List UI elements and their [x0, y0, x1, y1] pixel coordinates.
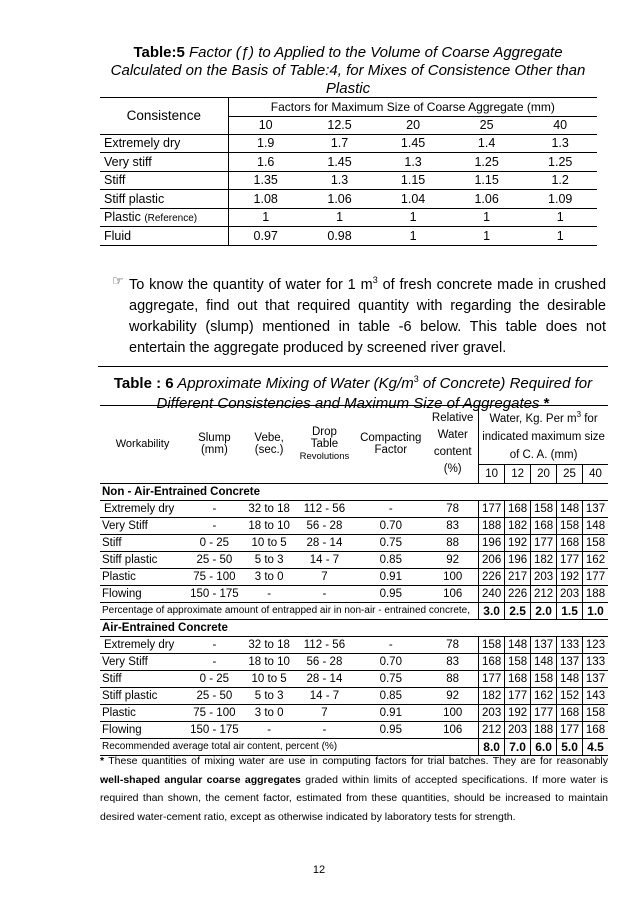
- table6-row: [100, 670, 608, 687]
- t6-hdr-water-1: Water, Kg. Per m: [489, 412, 577, 425]
- table5-cell: 1: [450, 227, 524, 246]
- page-number: 12: [312, 864, 326, 876]
- table5-cell: 1.06: [303, 190, 377, 209]
- compacting-cell: 0.85: [354, 551, 427, 568]
- table5: [100, 97, 597, 246]
- water-cell: 182: [505, 517, 531, 534]
- slump-cell: 150 - 175: [185, 585, 244, 602]
- entrapped-air-row-value: 3.0: [479, 602, 505, 619]
- compacting-cell: 0.91: [354, 704, 427, 721]
- water-cell: 188: [583, 585, 608, 602]
- compacting-cell: 0.75: [354, 534, 427, 551]
- water-cell: 168: [583, 721, 608, 738]
- table5-row-label: [100, 171, 228, 190]
- relative-water-cell: 78: [427, 500, 478, 517]
- t6-size-0: 10: [479, 464, 505, 483]
- workability-cell: Stiff plastic: [100, 551, 185, 568]
- table6-footnote: [100, 752, 608, 826]
- table6-row: [100, 721, 608, 738]
- drop-cell: 7: [295, 568, 355, 585]
- table5-row-label: [100, 208, 228, 227]
- workability-cell: Plastic: [100, 704, 185, 721]
- water-cell: 226: [479, 568, 505, 585]
- t6-hdr-compacting-2: Factor: [374, 444, 408, 457]
- relative-water-cell: 78: [427, 636, 478, 653]
- table6-row: [100, 704, 608, 721]
- table5-row: [100, 171, 597, 190]
- drop-cell: -: [295, 721, 355, 738]
- compacting-cell: 0.91: [354, 568, 427, 585]
- t6-hdr-water-1b: for: [581, 412, 598, 425]
- table5-cell: 1: [376, 208, 450, 227]
- table5-body: [100, 134, 597, 245]
- pointing-hand-icon: ☞: [112, 273, 124, 288]
- table5-row: [100, 208, 597, 227]
- water-cell: 196: [505, 551, 531, 568]
- entrapped-air-row-value: 1.0: [583, 602, 608, 619]
- table5-cell: 1.45: [303, 153, 377, 172]
- water-cell: 168: [505, 500, 531, 517]
- water-cell: 137: [583, 670, 608, 687]
- water-cell: 152: [557, 687, 583, 704]
- drop-cell: 56 - 28: [295, 653, 355, 670]
- table5-row-label-text: Stiff plastic: [104, 191, 165, 206]
- entrapped-air-row-value: 1.5: [557, 602, 583, 619]
- table5-row-label: [100, 190, 228, 209]
- t6-hdr-drop: [295, 406, 355, 484]
- t6-hdr-drop-3: Revolutions: [299, 451, 350, 463]
- vebe-cell: 5 to 3: [244, 551, 295, 568]
- workability-cell: Very Stiff: [100, 517, 185, 534]
- table6-title-a: Approximate Mixing of Water (Kg/m: [173, 375, 414, 392]
- water-cell: 148: [583, 517, 608, 534]
- table5-row: [100, 153, 597, 172]
- water-cell: 162: [531, 687, 557, 704]
- water-cell: 133: [557, 636, 583, 653]
- water-cell: 137: [557, 653, 583, 670]
- table5-cell: 0.97: [228, 227, 303, 246]
- vebe-cell: -: [244, 585, 295, 602]
- water-cell: 212: [531, 585, 557, 602]
- entrapped-air-row-value: 2.0: [531, 602, 557, 619]
- water-cell: 137: [531, 636, 557, 653]
- table5-cell: 1.9: [228, 134, 303, 153]
- table5-row: [100, 190, 597, 209]
- t6-hdr-water-2: indicated maximum size: [482, 430, 605, 443]
- water-cell: 177: [583, 568, 608, 585]
- t6-size-2: 20: [531, 464, 557, 483]
- table5-size-2: 20: [406, 118, 421, 132]
- drop-cell: 112 - 56: [295, 636, 355, 653]
- workability-cell: Stiff: [100, 534, 185, 551]
- t6-hdr-vebe-2: (sec.): [254, 444, 284, 457]
- water-cell: 177: [531, 704, 557, 721]
- water-cell: 177: [479, 670, 505, 687]
- slump-cell: 25 - 50: [185, 687, 244, 704]
- table5-row: [100, 227, 597, 246]
- drop-cell: 7: [295, 704, 355, 721]
- table5-cell: 1.06: [450, 190, 524, 209]
- table5-row: [100, 134, 597, 153]
- table6-title-star: *: [543, 395, 550, 412]
- t6-hdr-vebe: [244, 406, 295, 484]
- table5-cell: 1.3: [376, 153, 450, 172]
- entrapped-air-row-value: 2.5: [505, 602, 531, 619]
- table5-cell: 1.3: [523, 134, 597, 153]
- table6-title-label: Table : 6: [113, 375, 174, 392]
- table6-row: [100, 687, 608, 704]
- compacting-cell: 0.95: [354, 721, 427, 738]
- water-cell: 168: [557, 534, 583, 551]
- workability-cell: Plastic: [100, 568, 185, 585]
- table5-cell: 1.4: [450, 134, 524, 153]
- water-cell: 212: [479, 721, 505, 738]
- table5-cell: 0.98: [303, 227, 377, 246]
- water-cell: 148: [557, 670, 583, 687]
- table5-row-label: [100, 227, 228, 246]
- relative-water-cell: 106: [427, 721, 478, 738]
- table5-size-4: 40: [553, 118, 568, 132]
- relative-water-cell: 106: [427, 585, 478, 602]
- table5-cell: 1: [523, 208, 597, 227]
- workability-cell: Extremely dry: [100, 636, 185, 653]
- water-cell: 158: [583, 534, 608, 551]
- table5-title-text: Factor (ƒ) to Applied to the Volume of Coarse Aggregate Calculated on the Basis of Table:4, for Mixes of Consistence Other than Plastic: [110, 44, 586, 97]
- section-air-entrained-label: Air-Entrained Concrete: [100, 619, 608, 636]
- water-cell: 148: [505, 636, 531, 653]
- workability-cell: Extremely dry: [100, 500, 185, 517]
- table6-row: [100, 568, 608, 585]
- compacting-cell: 0.75: [354, 670, 427, 687]
- t6-hdr-slump: [185, 406, 244, 484]
- water-cell: 203: [531, 568, 557, 585]
- water-cell: 182: [479, 687, 505, 704]
- compacting-cell: 0.70: [354, 653, 427, 670]
- vebe-cell: -: [244, 721, 295, 738]
- water-cell: 168: [505, 670, 531, 687]
- footnote-bold: well-shaped angular coarse aggregates: [100, 773, 301, 786]
- water-cell: 188: [531, 721, 557, 738]
- t6-hdr-relative-4: (%): [443, 463, 462, 476]
- relative-water-cell: 100: [427, 704, 478, 721]
- vebe-cell: 5 to 3: [244, 687, 295, 704]
- drop-cell: 14 - 7: [295, 551, 355, 568]
- water-cell: 203: [557, 585, 583, 602]
- workability-cell: Flowing: [100, 585, 185, 602]
- water-cell: 158: [583, 704, 608, 721]
- slump-cell: 25 - 50: [185, 551, 244, 568]
- vebe-cell: 18 to 10: [244, 517, 295, 534]
- t6-size-4: 40: [583, 464, 608, 483]
- t6-hdr-water: [479, 406, 608, 465]
- t6-hdr-relative-3: content: [433, 446, 472, 459]
- t6-hdr-compacting-1: Compacting: [360, 432, 422, 445]
- drop-cell: 56 - 28: [295, 517, 355, 534]
- table5-cell: 1.7: [303, 134, 377, 153]
- table5-cell: 1: [450, 208, 524, 227]
- water-cell: 168: [531, 517, 557, 534]
- table5-cell: 1: [376, 227, 450, 246]
- air-content-row-value: 7.0: [505, 738, 531, 755]
- water-cell: 177: [505, 687, 531, 704]
- table6-title-sup: 3: [413, 374, 419, 384]
- water-cell: 217: [505, 568, 531, 585]
- drop-cell: 28 - 14: [295, 670, 355, 687]
- table5-row-label-text: Plastic: [104, 210, 141, 225]
- water-cell: 162: [583, 551, 608, 568]
- compacting-cell: -: [354, 636, 427, 653]
- paragraph-text-a: To know the quantity of water for 1 m: [129, 276, 373, 293]
- relative-water-cell: 88: [427, 534, 478, 551]
- t6-hdr-drop-2: Table: [310, 438, 339, 451]
- table5-row-note: (Reference): [144, 213, 198, 225]
- table6: [100, 405, 608, 756]
- table5-row-label: [100, 134, 228, 153]
- table6-row: [100, 517, 608, 534]
- info-paragraph: [112, 270, 606, 359]
- water-cell: 192: [557, 568, 583, 585]
- relative-water-cell: 88: [427, 670, 478, 687]
- table5-cell: 1.45: [376, 134, 450, 153]
- water-cell: 206: [479, 551, 505, 568]
- t6-hdr-vebe-1: Vebe,: [254, 432, 284, 445]
- table6-row: [100, 551, 608, 568]
- table5-row-label-text: Fluid: [104, 228, 132, 243]
- t6-hdr-relative-2: Water: [437, 429, 468, 442]
- water-cell: 133: [583, 653, 608, 670]
- t6-hdr-drop-1: Drop: [311, 426, 337, 439]
- vebe-cell: 3 to 0: [244, 704, 295, 721]
- water-cell: 196: [479, 534, 505, 551]
- footnote-star: *: [100, 755, 105, 767]
- section-non-air-entrained: [100, 483, 608, 500]
- water-cell: 148: [531, 653, 557, 670]
- table5-size-1: 12.5: [327, 118, 352, 132]
- t6-hdr-workability: Workability: [115, 438, 170, 451]
- water-cell: 158: [479, 636, 505, 653]
- vebe-cell: 32 to 18: [244, 636, 295, 653]
- water-cell: 177: [557, 551, 583, 568]
- section-non-air-entrained-label: Non - Air-Entrained Concrete: [100, 483, 608, 500]
- t6-hdr-water-3: of C. A. (mm): [509, 448, 578, 461]
- footnote-text-a: These quantities of mixing water are use in computing factors for trial batches. They are for reasonably: [104, 755, 608, 767]
- slump-cell: -: [185, 500, 244, 517]
- table5-cell: 1.25: [450, 153, 524, 172]
- table6-row: [100, 585, 608, 602]
- air-content-row-value: 8.0: [479, 738, 505, 755]
- water-cell: 182: [531, 551, 557, 568]
- air-content-row-value: 4.5: [583, 738, 608, 755]
- compacting-cell: 0.70: [354, 517, 427, 534]
- relative-water-cell: 83: [427, 517, 478, 534]
- t6-size-3: 25: [557, 464, 583, 483]
- table6-row: [100, 653, 608, 670]
- slump-cell: -: [185, 653, 244, 670]
- table5-row-label-text: Very stiff: [104, 154, 152, 169]
- footnote-text-b: graded within limits of accepted specifications. If more water is required than shown, the cement factor, estimated from these quantities, should be increased to maintain desired water-cement ratio, except as otherwise indicated by laboratory tests for strength.: [100, 773, 609, 823]
- relative-water-cell: 100: [427, 568, 478, 585]
- air-content-row-text: Recommended average total air content, percent (%): [100, 738, 479, 755]
- drop-cell: 14 - 7: [295, 687, 355, 704]
- workability-cell: Very Stiff: [100, 653, 185, 670]
- water-cell: 158: [531, 670, 557, 687]
- table5-title-label: Table:5: [133, 44, 185, 61]
- table6-row: [100, 500, 608, 517]
- water-cell: 158: [531, 500, 557, 517]
- water-cell: 226: [505, 585, 531, 602]
- paragraph-sup: 3: [372, 275, 378, 285]
- compacting-cell: 0.95: [354, 585, 427, 602]
- section-air-entrained: [100, 619, 608, 636]
- t6-hdr-slump-2: (mm): [200, 444, 228, 457]
- table5-cell: 1.08: [228, 190, 303, 209]
- air-content-row-value: 6.0: [531, 738, 557, 755]
- t6-hdr-compacting: [354, 406, 427, 484]
- table5-cell: 1: [228, 208, 303, 227]
- table5-cell: 1.25: [523, 153, 597, 172]
- paragraph-text-b: of fresh concrete made in crushed aggregate, find out that required quantity with regarding the desirable workability (slump) mentioned in table -6 below. This table does not entertain the aggregate produced by screened river gravel.: [129, 276, 607, 356]
- drop-cell: -: [295, 585, 355, 602]
- workability-cell: Stiff: [100, 670, 185, 687]
- air-content-row-value: 5.0: [557, 738, 583, 755]
- compacting-cell: 0.85: [354, 687, 427, 704]
- slump-cell: 75 - 100: [185, 568, 244, 585]
- slump-cell: 75 - 100: [185, 704, 244, 721]
- water-cell: 203: [505, 721, 531, 738]
- water-cell: 158: [557, 517, 583, 534]
- workability-cell: Stiff plastic: [100, 687, 185, 704]
- drop-cell: 112 - 56: [295, 500, 355, 517]
- info-paragraph-text: [129, 270, 606, 359]
- table5-cell: 1: [303, 208, 377, 227]
- table5-title: [98, 44, 598, 98]
- water-cell: 177: [557, 721, 583, 738]
- water-cell: 177: [479, 500, 505, 517]
- slump-cell: -: [185, 517, 244, 534]
- slump-cell: -: [185, 636, 244, 653]
- table5-row-label: [100, 153, 228, 172]
- water-cell: 240: [479, 585, 505, 602]
- table5-cell: 1.2: [523, 171, 597, 190]
- table6-body: [100, 483, 608, 755]
- vebe-cell: 32 to 18: [244, 500, 295, 517]
- water-cell: 168: [557, 704, 583, 721]
- water-cell: 188: [479, 517, 505, 534]
- table6-row: [100, 636, 608, 653]
- table5-cell: 1.3: [303, 171, 377, 190]
- table6-row: [100, 534, 608, 551]
- vebe-cell: 10 to 5: [244, 670, 295, 687]
- drop-cell: 28 - 14: [295, 534, 355, 551]
- vebe-cell: 10 to 5: [244, 534, 295, 551]
- slump-cell: 0 - 25: [185, 670, 244, 687]
- vebe-cell: 3 to 0: [244, 568, 295, 585]
- t6-hdr-relative-1: Relative: [431, 412, 474, 425]
- water-cell: 158: [505, 653, 531, 670]
- vebe-cell: 18 to 10: [244, 653, 295, 670]
- t6-hdr-water-sup: 3: [576, 410, 582, 419]
- water-cell: 123: [583, 636, 608, 653]
- compacting-cell: -: [354, 500, 427, 517]
- table5-row-label-text: Extremely dry: [104, 136, 181, 151]
- entrapped-air-row: [100, 602, 608, 619]
- table5-size-0: 10: [258, 118, 273, 132]
- table5-col-consistence: Consistence: [100, 98, 228, 135]
- slump-cell: 150 - 175: [185, 721, 244, 738]
- relative-water-cell: 83: [427, 653, 478, 670]
- table5-col-factors: Factors for Maximum Size of Coarse Aggregate (mm): [228, 98, 597, 117]
- water-cell: 148: [557, 500, 583, 517]
- relative-water-cell: 92: [427, 551, 478, 568]
- t6-hdr-relative: [427, 406, 478, 484]
- water-cell: 177: [531, 534, 557, 551]
- water-cell: 137: [583, 500, 608, 517]
- t6-size-1: 12: [505, 464, 531, 483]
- table5-cell: 1.04: [376, 190, 450, 209]
- water-cell: 192: [505, 534, 531, 551]
- table5-cell: 1: [523, 227, 597, 246]
- t6-hdr-slump-1: Slump: [198, 432, 231, 445]
- entrapped-air-row-text: Percentage of approximate amount of entrapped air in non-air - entrained concrete,: [100, 602, 479, 619]
- table5-cell: 1.35: [228, 171, 303, 190]
- workability-cell: Flowing: [100, 721, 185, 738]
- water-cell: 192: [505, 704, 531, 721]
- table5-row-label-text: Stiff: [104, 173, 126, 188]
- water-cell: 143: [583, 687, 608, 704]
- table5-size-3: 25: [479, 118, 494, 132]
- table6-title-b: of Concrete) Required for Different Consistencies and Maximum Size of Aggregates: [156, 375, 593, 412]
- water-cell: 168: [479, 653, 505, 670]
- table5-cell: 1.15: [376, 171, 450, 190]
- table5-cell: 1.09: [523, 190, 597, 209]
- relative-water-cell: 92: [427, 687, 478, 704]
- table5-cell: 1.6: [228, 153, 303, 172]
- water-cell: 203: [479, 704, 505, 721]
- table5-cell: 1.15: [450, 171, 524, 190]
- slump-cell: 0 - 25: [185, 534, 244, 551]
